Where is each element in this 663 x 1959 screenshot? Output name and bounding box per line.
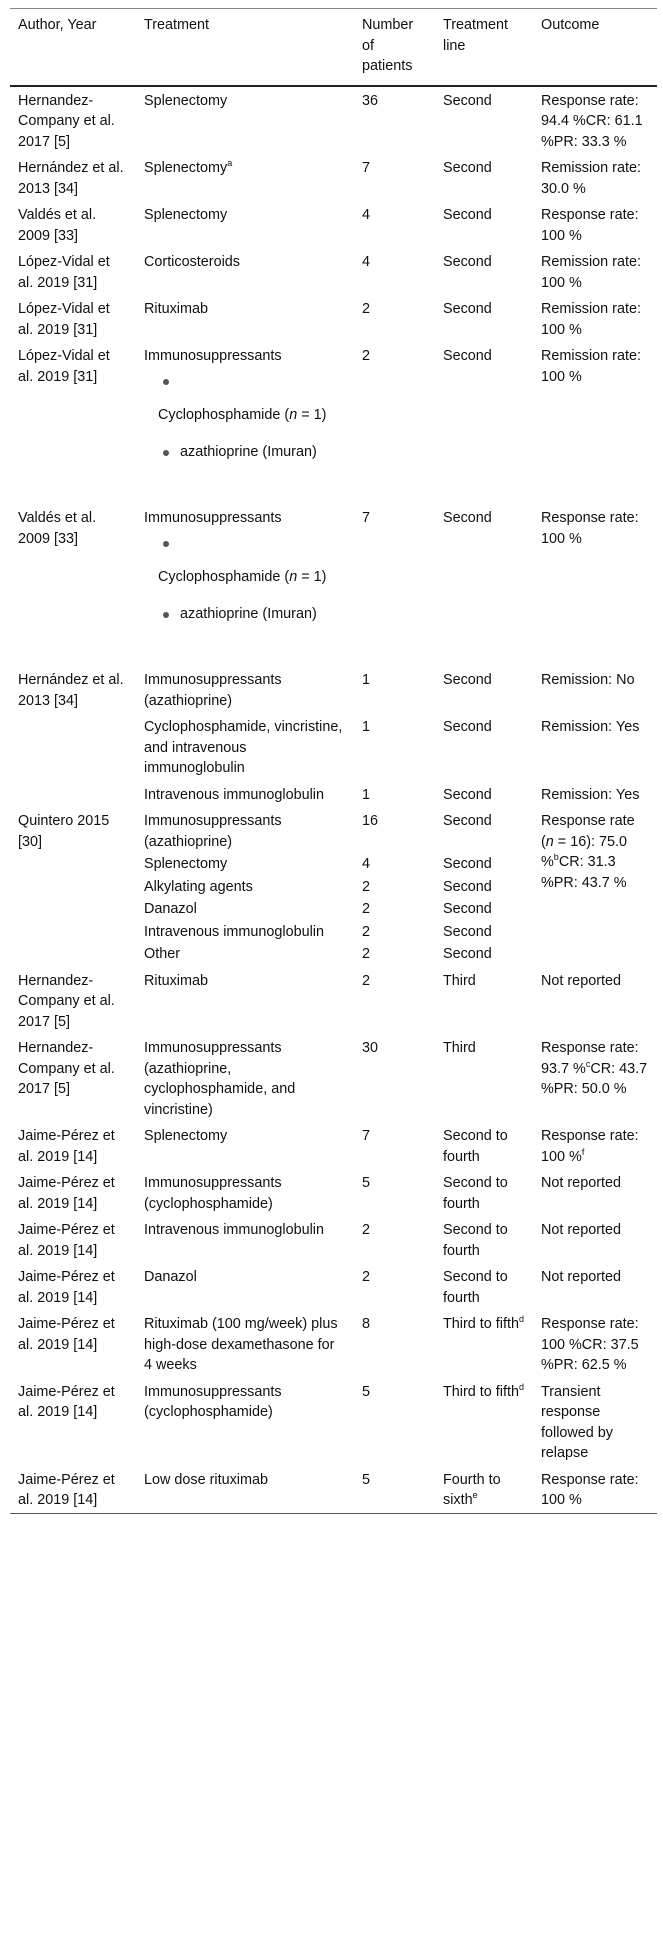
cell-author: Jaime-Pérez et al. 2019 [14] xyxy=(18,1316,115,1353)
cell-patients: 8 xyxy=(362,1316,371,1332)
list-item: Cyclophosphamide (n = 1) xyxy=(158,385,346,426)
cell-outcome: Response rate: 100 % xyxy=(541,510,639,547)
cell-outcome: Response rate (n = 16): 75.0 %$^b$CR: 31.3 %PR: 43.7 % xyxy=(541,813,635,891)
cell-treatment: Immunosuppressants (azathioprine) xyxy=(144,813,282,850)
footnote-marker: b xyxy=(553,852,559,863)
cell-line: Second xyxy=(443,878,492,895)
cell-treatment: Cyclophosphamide, vincristine, and intravenous immunoglobulin xyxy=(144,719,343,776)
cell-treatment: Splenectomy xyxy=(144,856,228,872)
cell-treatment xyxy=(136,504,354,666)
cell-outcome: Response rate: 100 %$^f$ xyxy=(541,1128,639,1165)
cell-treatment: Immunosuppressants (azathioprine, cyclophosphamide, and vincristine) xyxy=(144,1040,296,1118)
treatment-text: Immunosuppressants xyxy=(144,348,282,364)
cell-line: Second xyxy=(443,901,492,917)
cell-line: Second xyxy=(443,946,492,962)
header-treatment: Treatment xyxy=(144,17,210,33)
list-item: azathioprine (Imuran) xyxy=(158,442,346,463)
cell-outcome: Remission rate: 100 % xyxy=(541,254,641,291)
cell-treatment: Danazol xyxy=(144,1269,197,1285)
cell-patients: 2 xyxy=(362,348,371,364)
cell-patients: 1 xyxy=(362,672,371,688)
cell-outcome: Response rate: 93.7 %$^c$CR: 43.7 %PR: 50.0 % xyxy=(541,1040,648,1097)
cell-author: Quintero 2015 [30] xyxy=(18,813,110,850)
cell-outcome: Response rate: 100 % xyxy=(541,207,639,244)
cell-treatment: Intravenous immunoglobulin xyxy=(144,923,324,940)
table-row xyxy=(10,807,657,854)
cell-patients: 2 xyxy=(362,1269,371,1285)
cell-patients: 4 xyxy=(362,207,371,223)
cell-treatment: Intravenous immunoglobulin xyxy=(144,786,324,803)
treatment-sublist xyxy=(144,547,346,625)
cell-patients: 16 xyxy=(362,813,379,829)
footnote-marker: c xyxy=(585,1058,591,1069)
cell-author: Jaime-Pérez et al. 2019 [14] xyxy=(18,1128,115,1165)
footnote-marker: f xyxy=(581,1146,585,1157)
footnote-marker: e xyxy=(472,1490,478,1501)
cell-author: Hernández et al. 2013 [34] xyxy=(18,160,124,197)
cell-treatment: Splenectomy xyxy=(144,207,228,223)
cell-patients: 30 xyxy=(362,1040,379,1056)
cell-patients: 2 xyxy=(362,1222,371,1238)
cell-patients: 1 xyxy=(362,719,371,735)
cell-treatment: Splenectomy xyxy=(144,92,228,109)
header-patients: Number of patients xyxy=(362,17,414,74)
cell-treatment xyxy=(136,154,354,201)
cell-outcome: Not reported xyxy=(541,1175,621,1191)
cell-outcome: Transient response followed by relapse xyxy=(541,1383,613,1461)
cell-line: Second to fourth xyxy=(443,1128,508,1165)
cell-author: Hernandez-Company et al. 2017 [5] xyxy=(18,92,115,150)
cell-patients: 2 xyxy=(362,878,371,895)
cell-line: Third to fifth$^d$ xyxy=(443,1381,524,1400)
treatment-sublist xyxy=(144,385,346,463)
cell-line: Second xyxy=(443,786,492,803)
table-row xyxy=(10,1034,657,1122)
cell-line: Second xyxy=(443,92,492,109)
cell-treatment: Low dose rituximab xyxy=(144,1471,268,1488)
cell-line: Second xyxy=(443,672,492,688)
cell-outcome: Remission: Yes xyxy=(541,786,640,803)
table-row xyxy=(10,1466,657,1514)
cell-treatment: Rituximab xyxy=(144,972,208,989)
cell-author: Jaime-Pérez et al. 2019 [14] xyxy=(18,1383,115,1420)
cell-author: Jaime-Pérez et al. 2019 [14] xyxy=(18,1471,115,1508)
header-line: Treatment line xyxy=(443,17,509,54)
cell-patients: 7 xyxy=(362,1128,371,1144)
cell-outcome: Remission: No xyxy=(541,672,635,688)
treatment-table xyxy=(10,8,657,1514)
cell-patients: 7 xyxy=(362,510,371,526)
cell-line: Second xyxy=(443,719,492,735)
table-body xyxy=(10,86,657,1514)
cell-patients: 1 xyxy=(362,786,371,803)
treatment-text: Immunosuppressants xyxy=(144,510,282,526)
cell-patients: 2 xyxy=(362,972,371,989)
table-row xyxy=(10,666,657,713)
table-row xyxy=(10,154,657,201)
cell-patients: 7 xyxy=(362,160,371,176)
cell-author: Hernández et al. 2013 [34] xyxy=(18,672,124,709)
cell-patients: 2 xyxy=(362,923,371,940)
cell-patients: 36 xyxy=(362,92,379,109)
cell-outcome: Not reported xyxy=(541,1269,621,1285)
table-row xyxy=(10,713,657,781)
table-row xyxy=(10,86,657,155)
cell-outcome: Response rate: 94.4 %CR: 61.1 %PR: 33.3 % xyxy=(541,92,643,150)
cell-line: Second xyxy=(443,207,492,223)
cell-treatment: Immunosuppressants (cyclophosphamide) xyxy=(144,1175,282,1212)
bullet-icon xyxy=(163,541,169,547)
table-row xyxy=(10,1122,657,1169)
cell-author: Hernandez-Company et al. 2017 [5] xyxy=(18,1040,115,1097)
cell-line: Second xyxy=(443,923,492,940)
cell-author: Jaime-Pérez et al. 2019 [14] xyxy=(18,1175,115,1212)
cell-outcome: Not reported xyxy=(541,972,621,989)
table-header xyxy=(10,9,657,86)
footnote-marker: a xyxy=(227,158,233,169)
table-row xyxy=(10,1169,657,1216)
cell-patients: 2 xyxy=(362,946,371,962)
table-row xyxy=(10,1216,657,1263)
cell-treatment xyxy=(136,342,354,504)
cell-treatment: Corticosteroids xyxy=(144,254,240,270)
cell-line: Second xyxy=(443,348,492,364)
cell-patients: 2 xyxy=(362,301,371,317)
cell-author: López-Vidal et al. 2019 [31] xyxy=(18,301,110,338)
list-item: azathioprine (Imuran) xyxy=(158,604,346,625)
cell-line: Second xyxy=(443,856,492,872)
cell-outcome: Remission rate: 100 % xyxy=(541,301,641,338)
header-row xyxy=(10,9,657,86)
cell-line: Second to fourth xyxy=(443,1222,508,1259)
cell-patients: 5 xyxy=(362,1471,371,1488)
table-row xyxy=(10,1378,657,1466)
cell-treatment: Danazol xyxy=(144,901,197,917)
cell-author: Jaime-Pérez et al. 2019 [14] xyxy=(18,1269,115,1306)
cell-patients: 2 xyxy=(362,901,371,917)
cell-outcome: Remission rate: 100 % xyxy=(541,348,641,385)
cell-line: Third xyxy=(443,972,476,989)
table-row xyxy=(10,967,657,1035)
table-row xyxy=(10,1310,657,1378)
table-row xyxy=(10,201,657,248)
cell-author: López-Vidal et al. 2019 [31] xyxy=(18,348,110,385)
cell-outcome: Response rate: 100 %CR: 37.5 %PR: 62.5 % xyxy=(541,1316,639,1373)
cell-outcome: Response rate: 100 % xyxy=(541,1471,639,1508)
cell-author: Jaime-Pérez et al. 2019 [14] xyxy=(18,1222,115,1259)
cell-patients: 5 xyxy=(362,1383,371,1400)
cell-line: Second xyxy=(443,301,492,317)
footnote-marker: d xyxy=(518,1314,524,1325)
cell-author: López-Vidal et al. 2019 [31] xyxy=(18,254,110,291)
cell-treatment: Immunosuppressants (azathioprine) xyxy=(144,672,282,709)
cell-author: Hernandez-Company et al. 2017 [5] xyxy=(18,972,115,1030)
footnote-marker: d xyxy=(518,1381,524,1392)
table-row xyxy=(10,504,657,666)
cell-line: Second xyxy=(443,510,492,526)
cell-treatment: Rituximab (100 mg/week) plus high-dose dexamethasone for 4 weeks xyxy=(144,1316,338,1373)
cell-line: Second xyxy=(443,160,492,176)
list-item: Cyclophosphamide (n = 1) xyxy=(158,547,346,588)
cell-treatment: Intravenous immunoglobulin xyxy=(144,1222,324,1238)
cell-line: Third xyxy=(443,1040,476,1056)
cell-patients: 4 xyxy=(362,856,371,872)
cell-line: Fourth to sixth$^e$ xyxy=(443,1471,501,1508)
cell-line: Second xyxy=(443,813,492,829)
header-outcome: Outcome xyxy=(541,17,600,33)
cell-treatment: Splenectomy xyxy=(144,1128,228,1144)
cell-treatment: Rituximab xyxy=(144,301,208,317)
table-row xyxy=(10,295,657,342)
cell-author xyxy=(10,781,136,808)
cell-line: Third to fifth$^d$ xyxy=(443,1314,524,1332)
bullet-icon xyxy=(163,450,169,456)
cell-outcome: Remission: Yes xyxy=(541,719,640,735)
cell-line: Second to fourth xyxy=(443,1269,508,1306)
cell-line: Second xyxy=(443,254,492,270)
cell-treatment: Immunosuppressants (cyclophosphamide) xyxy=(144,1383,282,1420)
cell-patients: 4 xyxy=(362,254,371,270)
table-row xyxy=(10,781,657,808)
cell-treatment: Other xyxy=(144,946,180,962)
cell-author xyxy=(10,713,136,781)
cell-outcome: Not reported xyxy=(541,1222,621,1238)
treatment-text: Splenectomy xyxy=(144,160,228,176)
cell-author: Valdés et al. 2009 [33] xyxy=(18,207,97,244)
cell-author: Valdés et al. 2009 [33] xyxy=(18,510,97,547)
bullet-icon xyxy=(163,379,169,385)
cell-outcome: Remission rate: 30.0 % xyxy=(541,160,641,197)
table-row xyxy=(10,248,657,295)
table-row xyxy=(10,1263,657,1310)
cell-treatment: Alkylating agents xyxy=(144,878,253,895)
header-author: Author, Year xyxy=(18,17,97,33)
bullet-icon xyxy=(163,612,169,618)
table-row xyxy=(10,342,657,504)
treatment-table-container xyxy=(10,8,657,1514)
cell-line: Second to fourth xyxy=(443,1175,508,1212)
cell-patients: 5 xyxy=(362,1175,371,1191)
